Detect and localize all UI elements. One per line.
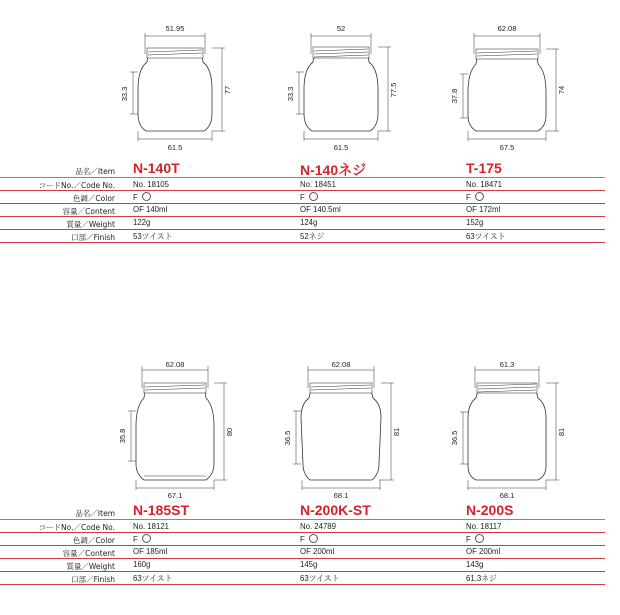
product-finish: 63ツイスト bbox=[133, 574, 173, 583]
svg-text:61.5: 61.5 bbox=[167, 143, 183, 152]
jar-drawing-n140t bbox=[100, 14, 250, 154]
svg-text:67.1: 67.1 bbox=[167, 491, 183, 500]
product-finish: 63ツイスト bbox=[466, 232, 506, 241]
product-code: No. 18117 bbox=[466, 522, 502, 531]
divider bbox=[0, 203, 605, 204]
product-weight: 143g bbox=[466, 560, 484, 569]
product-content: OF 185ml bbox=[133, 547, 168, 556]
product-content: OF 140.5ml bbox=[300, 205, 341, 214]
product-model: N-200K-ST bbox=[300, 502, 371, 518]
color-swatch-icon bbox=[142, 192, 151, 201]
svg-text:33.3: 33.3 bbox=[286, 86, 295, 102]
label-item: 品名／Item bbox=[75, 509, 115, 518]
label-finish: 口部／Finish bbox=[71, 575, 115, 584]
product-finish: 53ツイスト bbox=[133, 232, 173, 241]
color-swatch-icon bbox=[475, 534, 484, 543]
label-item: 品名／Item bbox=[75, 167, 115, 176]
product-color: F bbox=[133, 192, 151, 202]
divider bbox=[0, 216, 605, 217]
product-model: N-140ネジ bbox=[300, 162, 367, 178]
product-content: OF 140ml bbox=[133, 205, 168, 214]
divider bbox=[0, 229, 605, 230]
jar-drawing-n200s bbox=[432, 356, 582, 500]
svg-text:81: 81 bbox=[392, 427, 401, 437]
svg-text:52: 52 bbox=[336, 24, 346, 33]
product-code: No. 18471 bbox=[466, 180, 502, 189]
label-color: 色調／Color bbox=[72, 536, 115, 545]
product-weight: 145g bbox=[300, 560, 318, 569]
product-model: N-200S bbox=[466, 502, 514, 518]
svg-text:77.5: 77.5 bbox=[389, 82, 398, 98]
product-weight: 152g bbox=[466, 218, 484, 227]
svg-text:36.5: 36.5 bbox=[283, 430, 292, 446]
divider bbox=[0, 584, 605, 585]
svg-text:62.08: 62.08 bbox=[331, 360, 351, 369]
svg-text:36.5: 36.5 bbox=[450, 430, 459, 446]
svg-text:74: 74 bbox=[557, 85, 566, 95]
divider bbox=[0, 558, 605, 559]
jar-drawing-n200kst bbox=[266, 356, 416, 500]
product-code: No. 18121 bbox=[133, 522, 169, 531]
divider bbox=[0, 190, 605, 191]
label-content: 容量／Content bbox=[62, 207, 115, 216]
jar-drawing-t175 bbox=[432, 14, 582, 154]
jar-drawing-n185st bbox=[100, 356, 250, 500]
svg-text:37.8: 37.8 bbox=[450, 88, 459, 104]
color-swatch-icon bbox=[475, 192, 484, 201]
label-code: コードNo.／Code No. bbox=[38, 523, 115, 532]
label-color: 色調／Color bbox=[72, 194, 115, 203]
product-color: F bbox=[300, 534, 318, 544]
svg-text:77: 77 bbox=[223, 85, 232, 95]
svg-text:35.8: 35.8 bbox=[118, 428, 127, 444]
product-color: F bbox=[466, 534, 484, 544]
product-code: No. 24789 bbox=[300, 522, 336, 531]
product-model: T-175 bbox=[466, 160, 502, 176]
color-swatch-icon bbox=[142, 534, 151, 543]
product-model: N-140T bbox=[133, 160, 180, 176]
product-color: F bbox=[133, 534, 151, 544]
svg-text:51.95: 51.95 bbox=[165, 24, 185, 33]
product-code: No. 18451 bbox=[300, 180, 336, 189]
product-content: OF 200ml bbox=[466, 547, 501, 556]
svg-text:80: 80 bbox=[225, 427, 234, 437]
product-color: F bbox=[466, 192, 484, 202]
label-weight: 質量／Weight bbox=[66, 562, 115, 571]
svg-text:61.5: 61.5 bbox=[333, 143, 349, 152]
divider bbox=[0, 545, 605, 546]
svg-text:68.1: 68.1 bbox=[333, 491, 349, 500]
color-swatch-icon bbox=[309, 192, 318, 201]
jar-drawing-n140neji bbox=[266, 14, 416, 154]
divider bbox=[0, 519, 605, 520]
svg-text:68.1: 68.1 bbox=[499, 491, 515, 500]
svg-text:33.3: 33.3 bbox=[120, 86, 129, 102]
divider bbox=[0, 532, 605, 533]
svg-text:62.08: 62.08 bbox=[497, 24, 517, 33]
divider bbox=[0, 571, 605, 572]
product-weight: 122g bbox=[133, 218, 151, 227]
svg-text:62.08: 62.08 bbox=[165, 360, 185, 369]
divider bbox=[0, 242, 605, 243]
product-finish: 63ツイスト bbox=[300, 574, 340, 583]
label-code: コードNo.／Code No. bbox=[38, 181, 115, 190]
label-weight: 質量／Weight bbox=[66, 220, 115, 229]
product-model: N-185ST bbox=[133, 502, 190, 518]
label-finish: 口部／Finish bbox=[71, 233, 115, 242]
product-content: OF 172ml bbox=[466, 205, 501, 214]
svg-text:61.3: 61.3 bbox=[499, 360, 515, 369]
label-content: 容量／Content bbox=[62, 549, 115, 558]
svg-text:81: 81 bbox=[557, 427, 566, 437]
product-finish: 61.3ネジ bbox=[466, 574, 497, 583]
spec-row-labels-1 bbox=[0, 0, 115, 250]
product-color: F bbox=[300, 192, 318, 202]
product-code: No. 18105 bbox=[133, 180, 169, 189]
product-weight: 124g bbox=[300, 218, 318, 227]
product-weight: 160g bbox=[133, 560, 151, 569]
color-swatch-icon bbox=[309, 534, 318, 543]
product-content: OF 200ml bbox=[300, 547, 335, 556]
product-finish: 52ネジ bbox=[300, 232, 325, 241]
svg-text:67.5: 67.5 bbox=[499, 143, 515, 152]
